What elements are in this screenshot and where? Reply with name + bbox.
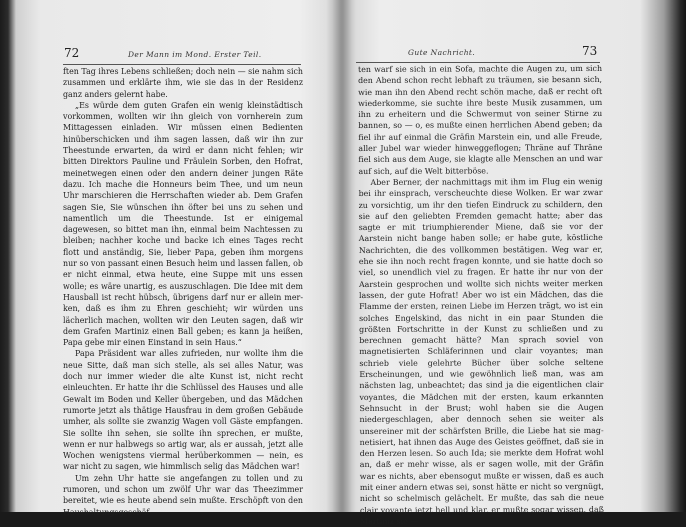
paragraph: Aber Berner, der nachmittags mit ihm im Flug ein wenig bei ihr einsprach, verscheuchte diese Wolken. Er war zwar zu vorsichtig, um ihr den tiefen Eindruck zu schildern, den sie auf den geliebten Fremden gemacht hatte; aber das sagte er mit triumphierender Miene, daß sie vor der Aarstein nicht bange haben solle; er habe gute, köstliche Nachrichten, die des vollkommen bestätigen. Weg war er, ehe sie ihn noch recht fragen konnte, und sie hatte doch so viel, so unendlich viel zu fragen. Er hatte ihr nur von der Aarstein gesprochen und wollte sich nichts weiter merken lassen, der gute Hofrat! Aber wo ist ein Mädchen, das die Flamme der ersten, reinen Liebe im Herzen trägt, wo ist ein solches Engelskind, das nicht in ein paar Stunden die größten Fortschritte in der Kunst zu schließen und zu berechnen gemacht hätte? Man sprach soviel von magnetisierten Schläferinnen und clair voyantes; man schrieb viele gelehrte Bücher über solche seltene Erscheinungen, und wie gewöhnlich ließ man, was am nächsten lag, unbeachtet; das sind ja die eigentlichen clair voyantes, die Mädchen mit der ersten, kaum erkannten Sehnsucht in der Brust; wohl haben sie die Augen niedergeschlagen, aber dennoch sehen sie weiter als unsereiner mit der schärfsten Brille, die Liebe hat sie magnetisiert, hat ihnen das Auge des Geistes geöffnet, daß sie in den Herzen lesen. So auch Ida; sie merkte dem Hofrat wohl an, daß er mehr wisse, als er sagen wolle, mit der Gräfin war es nichts, aber ebensogut mußte er wissen, daß es auch mit einer andern etwas sei, sonst hätte er nicht so vergnügt, nicht so schelmisch gelächelt. Er mußte, das sah die neue clair voyante jetzt hell und klar, er mußte sogar wissen, daß Martiniz sie — (358, 176, 604, 526)
paragraph: ften Tag ihres Lebens schließen; doch nein — sie nahm sich zusammen und erklärte ihm, wie sie das in der Residenz ganz anders gelernt habe. (63, 67, 303, 99)
page-number-left: 72 (64, 46, 80, 60)
running-head-left: Der Mann im Mond. Erster Teil. (128, 50, 262, 59)
right-page-text (358, 63, 604, 527)
paragraph: Um zehn Uhr hatte sie angefangen zu tollen und zu rumoren, und schon um zwölf Uhr war das Theezimmer bereitet, wie es heute abend sein mußte. Erschöpft von den Haushaltungsgeschäf- (63, 473, 303, 517)
right-page (346, 0, 686, 526)
page-number-right: 73 (582, 44, 598, 58)
left-page (0, 0, 340, 517)
paragraph: ten warf sie sich in ein Sofa, machte die Augen zu, um sich den Abend schon recht lebhaft zu träumen, sie besann sich, wie man ihn den Abend recht schön mache, daß er recht oft wiederkomme, sie suchte ihre beste Musik zusammen, um ihn zu erheitern und die Schwermut von seiner Stirne zu bannen, so — o, es mußte einen herrlichen Abend geben; da fiel ihr auf einmal die Gräfin Marstein ein, und alle Freude, aller Jubel war wieder hinweggeflogen; Thräne auf Thräne fiel sich aus dem Auge, sie klagte alle Menschen an und war auf sich, auf die Welt bitterböse. (358, 63, 603, 176)
header-rule-left (63, 64, 301, 65)
paragraph: „Es würde dem guten Grafen ein wenig kleinstädtisch vorkommen, wollten wir ihn gleich von vornherein zum Mittagessen einladen. Wir müssen einen Bedienten hinüberschicken und ihm sagen lassen, daß wir ihn zur Theestunde erwarten, da wird er dann nicht fehlen; wir bitten Direktors Pauline und Fräulein Sorben, den Hofrat, meinetwegen einen oder den andern deiner jungen Räte dazu. Ich mache die Honneurs beim Thee, und um neun Uhr marschieren die Herrschaften wieder ab. Dem Grafen sagen Sie, Sie wünschen ihn öfter bei uns zu sehen und namentlich um die Theestunde. Ist er einigemal dagewesen, so bittet man ihn, einmal beim Nachtessen zu bleiben; nachher koche und backe ich eines Tages recht flott und anständig, Sie, lieber Papa, geben ihm morgens nur so von passant einen Besuch heim und lassen fallen, ob er nicht einmal, etwa heute, eine Suppe mit uns essen wolle; es wäre unartig, es auszuschlagen. Die Idee mit dem Hausball ist recht hübsch, übrigens darf nur er allein merken, daß es ihm zu Ehren geschieht; wir würden uns lächerlich machen, wollten wir den Leuten sagen, daß wir dem Grafen Martiniz einen Ball geben; es kann ja heißen, Papa gebe mir einen Einstand in sein Haus.“ (63, 100, 303, 348)
paragraph: Papa Präsident war alles zufrieden, nur wollte ihm die neue Sitte, daß man sich stelle, als sei alles Natur, was doch nur immer wieder die alte Kunst ist, nicht recht einleuchten. Er hatte ihr die Schlüssel des Hauses und alle Gewalt im Boden und Keller übergeben, und das Mädchen rumorte jetzt als thätige Hausfrau in dem großen Gebäude umher, als sollte sie zwanzig Wagen voll Gäste empfangen. Sie sollte ihn sehen, sie sollte ihn sprechen, er mußte, wenn er nur halbwegs so artig war, als er aussah, jetzt alle Wochen wenigstens viermal herüberkommen — nein, es war nicht zu sagen, wie himmlisch selig das Mädchen war! (63, 349, 303, 472)
left-page-text (63, 66, 303, 518)
running-head-right: Gute Nachricht. (408, 48, 476, 57)
